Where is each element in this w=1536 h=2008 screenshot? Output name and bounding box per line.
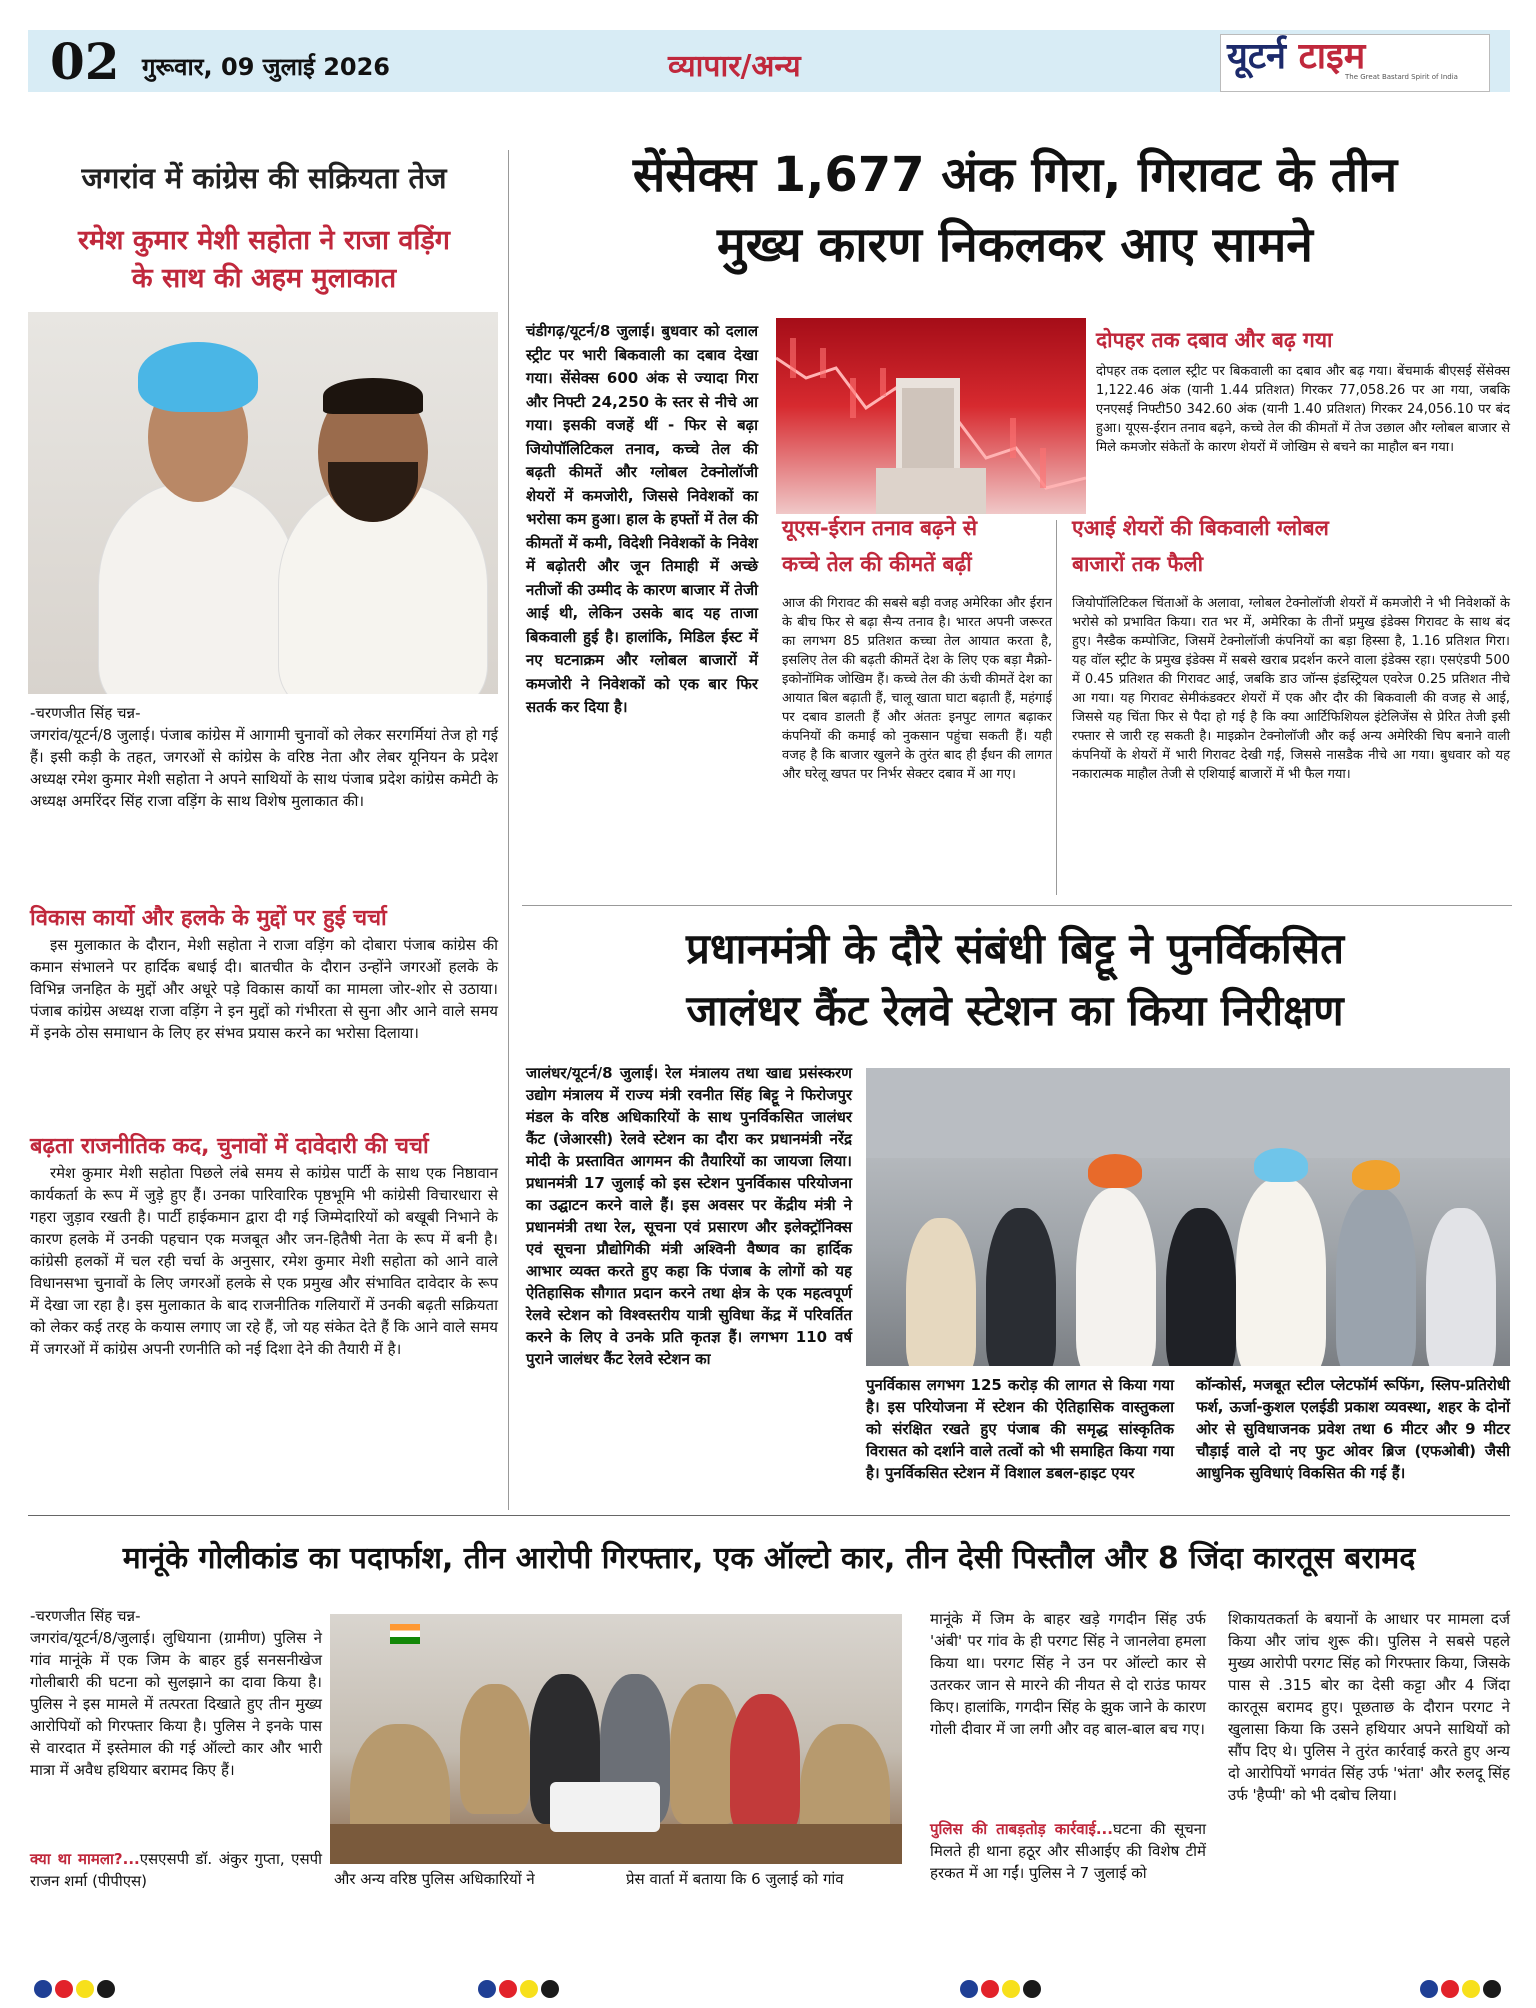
sensex-col-b-text: जियोपॉलिटिकल चिंताओं के अलावा, ग्लोबल टेक्नोलॉजी शेयरों में कमजोरी ने भी निवेशकों के भरोसे को प्रभावित किया। रात भर में, अमेरिका के तीनों प्रमुख इंडेक्स गिरावट के साथ बंद हुए। नैस्डैक कम्पोजिट, जिसमें टेक्नोलॉजी कंपनियों का बड़ा हिस्सा है, 1.16 प्रतिशत गिरा। यह वॉल स्ट्रीट के प्रमुख इंडेक्स में सबसे खराब प्रदर्शन करने वाला इंडेक्स रहा। एसएंडपी 500 में 0.45 प्रतिशत की गिरावट आई, जबकि डाउ जॉन्स इंडस्ट्रियल एवरेज 0.25 प्रतिशत नीचे आ गया। यह गिरावट सेमीकंडक्टर शेयरों में एक और दौर की बिकवाली की वजह से आई, जिससे यह चिंता फिर से पैदा हो गई है कि क्या आर्टिफिशियल इंटेलिजेंस से प्रेरित तेजी इसी रफ्तार से जारी रह सकती है। माइक्रोन टेक्नोलॉजी और कई अन्य अमेरिकी चिप बनाने वाली कंपनियों के शेयरों में भारी गिरावट देखी गई, जिससे नासडैक नीचे आ गया। बुधवार को यह नकारात्मक माहौल तेजी से एशियाई बाजारों में भी फैल गया। [1072, 596, 1510, 782]
registration-marks [478, 1980, 559, 1998]
registration-marks [960, 1980, 1041, 1998]
reg-dot-red [499, 1980, 517, 1998]
left-para-1: इस मुलाकात के दौरान, मेशी सहोता ने राजा वड़िंग को दोबारा पंजाब कांग्रेस की कमान संभालने पर हार्दिक बधाई दी। बातचीत के दौरान उन्होंने जगरओं हलके के विभिन्न जनहित के मुद्दों और अधूरे पड़े विकास कार्यो का मामला जोर-शोर से उठाया। पंजाब कांग्रेस अध्यक्ष राजा वड़िंग ने इन मुद्दों को गंभीरता से सुना और आने वाले समय में इनके ठोस समाधान के लिए हर संभव प्रयास करने का भरोसा दिलाया। [30, 936, 498, 1042]
registration-marks [34, 1980, 115, 1998]
railway-col-1: जालंधर/यूटर्न/8 जुलाई। रेल मंत्रालय तथा खाद्य प्रसंस्करण उद्योग मंत्रालय में राज्य मंत्री रवनीत सिंह बिट्टू ने फिरोजपुर मंडल के वरिष्ठ अधिकारियों के साथ पुनर्विकसित जालंधर कैंट (जेआरसी) रेलवे स्टेशन का दौरा कर प्रधानमंत्री नरेंद्र मोदी के प्रस्तावित आगमन की तैयारियों का जायजा लिया। प्रधानमंत्री 17 जुलाई को इस स्टेशन पुनर्विकास परियोजना का उद्घाटन करने वाले हैं। इस अवसर पर केंद्रीय मंत्री ने प्रधानमंत्री तथा रेल, सूचना एवं प्रसारण और इलेक्ट्रॉनिक्स एवं सूचना प्रौद्योगिकी मंत्री अश्विनी वैष्णव का हार्दिक आभार व्यक्त करते हुए कहा कि पंजाब के लोगों को यह ऐतिहासिक सौगात प्रदान करने तथा क्षेत्र के एक महत्वपूर्ण रेलवे स्टेशन को विश्वस्तरीय यात्री सुविधा केंद्र में परिवर्तित करने के लिए वे उनके प्रति कृतज्ञ हैं। लगभग 110 वर्ष पुराने जालंधर कैंट रेलवे स्टेशन का [526, 1064, 852, 1368]
column-rule [1056, 520, 1057, 895]
reg-dot-black [97, 1980, 115, 1998]
logo-tagline: The Great Bastard Spirit of India [1345, 73, 1458, 81]
reg-dot-red [55, 1980, 73, 1998]
railway-headline-line1: प्रधानमंत्री के दौरे संबंधी बिट्टू ने पुनर्विकसित [685, 924, 1345, 973]
left-para-2: रमेश कुमार मेशी सहोता पिछले लंबे समय से कांग्रेस पार्टी के साथ एक निष्ठावान कार्यकर्ता के रूप में जुड़े हुए हैं। उनका पारिवारिक पृष्ठभूमि भी कांग्रेसी विचारधारा से गहरा जुड़ाव रखती है। पार्टी हाईकमान द्वारा दी गई जिम्मेदारियों को बखूबी निभाने के कारण हलके में उनकी पहचान एक मजबूत और जन-हितैषी नेता के रूप में बनी है। कांग्रेसी हलकों में चल रही चर्चा के अनुसार, रमेश कुमार मेशी सहोता को आने वाले विधानसभा चुनावों के लिए जगरओं हलके से एक प्रमुख और संभावित दावेदार के रूप में देखा जा रहा है। इस मुलाकात के बाद राजनीतिक गलियारों में उनकी बढ़ती सक्रियता को लेकर कई तरह के कयास लगाए जा रहे हैं, जो यह संकेत देते हैं कि आने वाले समय में जगरओं में कांग्रेस अपनी रणनीति को नई दिशा देने की तैयारी में है। [30, 1164, 498, 1358]
sensex-col-a-head-line2: कच्चे तेल की कीमतें बढ़ीं [782, 552, 972, 576]
sensex-col-b-head [1072, 510, 1510, 582]
reg-dot-blue [478, 1980, 496, 1998]
registration-marks [1420, 1980, 1501, 1998]
newspaper-logo [1220, 34, 1490, 92]
left-headline-line2: के साथ की अहम मुलाकात [131, 263, 397, 294]
railway-inspection-photo [866, 1068, 1510, 1366]
bottom-col-3-tail-text: घटना की सूचना मिलते ही थाना हठूर और सीआईए की विशेष टीमें हरकत में आ गईं। पुलिस ने 7 जुलाई को [930, 1820, 1207, 1882]
left-headline-line1: रमेश कुमार मेशी सहोता ने राजा वड़िंग [77, 225, 451, 256]
bottom-col-1: जगरांव/यूटर्न/8/जुलाई। लुधियाना (ग्रामीण) पुलिस ने गांव मानूंके में एक जिम के बाहर हुई सनसनीखेज गोलीबारी की घटना को सुलझाने का दावा किया है। पुलिस ने इस मामले में तत्परता दिखाते हुए तीन मुख्य आरोपियों को गिरफ्तार किया है। पुलिस ने इनके पास से वारदात में इस्तेमाल की गई ऑल्टो कार और भारी मात्रा में अवैध हथियार बरामद किए हैं। [30, 1629, 322, 1779]
reg-dot-red [981, 1980, 999, 1998]
reg-dot-yellow [76, 1980, 94, 1998]
left-subhead-1: विकास कार्यो और हलके के मुद्दों पर हुई चर्चा [30, 906, 387, 931]
sensex-col-a-text: आज की गिरावट की सबसे बड़ी वजह अमेरिका और ईरान के बीच फिर से बढ़ा सैन्य तनाव है। भारत अपनी जरूरत का लगभग 85 प्रतिशत कच्चा तेल आयात करता है, इसलिए तेल की बढ़ती कीमतें देश के लिए एक बड़ा मैक्रो-इकोनॉमिक जोखिम हैं। कच्चे तेल की ऊंची कीमतें देश का आयात बिल बढ़ाती हैं, चालू खाता घाटा बढ़ाती हैं, महंगाई पर दबाव डालती हैं और अंततः इनपुट लागत बढ़ाकर कंपनियों की कमाई को नुकसान पहुंचा सकती हैं। यही वजह है कि बाजार खुलने के तुरंत बाद ही ईंधन की लागत और घरेलू खपत पर निर्भर सेक्टर दबाव में आ गए। [782, 596, 1052, 782]
sensex-col-b-head-line2: बाजारों तक फैली [1072, 552, 1204, 576]
page-number: 02 [50, 32, 120, 91]
bottom-col-3-tail [930, 1818, 1206, 1884]
reg-dot-black [1023, 1980, 1041, 1998]
photo-caption-right: प्रेस वार्ता में बताया कि 6 जुलाई को गांव [626, 1870, 844, 1888]
sensex-side-text: दोपहर तक दलाल स्ट्रीट पर बिकवाली का दबाव और बढ़ गया। बेंचमार्क बीएसई सेंसेक्स 1,122.46 अंक (यानी 1.44 प्रतिशत) गिरकर 77,058.26 पर आ गया, जबकि एनएसई निफ्टी50 342.60 अंक (यानी 1.40 प्रतिशत) गिरकर 24,056.10 पर बंद हुआ। यूएस-ईरान तनाव बढ़ने, कच्चे तेल की कीमतों में तेज उछाल और ग्लोबल बाजार से मिले कमजोर संकेतों के कारण शेयरों में जोखिम से बचने का माहौल बन गया। [1096, 364, 1510, 455]
issue-date: गुरूवार, 09 जुलाई 2026 [142, 53, 390, 81]
stock-market-photo [776, 318, 1086, 514]
bottom-col-3-subhead: पुलिस की ताबड़तोड़ कार्रवाई... [930, 1820, 1113, 1838]
bottom-byline: -चरणजीत सिंह चन्न- [30, 1607, 141, 1625]
left-intro: जगरांव/यूटर्न/8 जुलाई। पंजाब कांग्रेस में आगामी चुनावों को लेकर सरगर्मियां तेज हो गई हैं। इसी कड़ी के तहत, जगरओं से कांग्रेस के वरिष्ठ नेता और लेबर यूनियन के प्रदेश अध्यक्ष रमेश कुमार मेशी सहोता ने अपने साथियों के साथ पंजाब प्रदेश कांग्रेस कमेटी के अध्यक्ष अमरिंदर सिंह राजा वड़िंग के साथ विशेष मुलाकात की। [30, 726, 498, 810]
photo-caption-left: और अन्य वरिष्ठ पुलिस अधिकारियों ने [334, 1870, 535, 1888]
bottom-col-3: मानूंके में जिम के बाहर खड़े गगदीन सिंह उर्फ 'अंबी' पर गांव के ही परगट सिंह ने जानलेवा हमला किया था। परगट सिंह ने उन पर ऑल्टो कार से उतरकर जान से मारने की नीयत से दो राउंड फायर किए। हालांकि, गगदीन सिंह के झुक जाने के कारण गोली दीवार में जा लगी और वह बाल-बाल बच गए। [930, 1610, 1206, 1738]
bottom-col-1-tail-text: एसएसपी डॉ. अंकुर गुप्ता, एसपी राजन शर्मा (पीपीएस) [30, 1850, 322, 1890]
reg-dot-yellow [520, 1980, 538, 1998]
falling-chart-graphic [776, 318, 1086, 514]
sensex-headline [520, 140, 1510, 280]
left-byline: -चरणजीत सिंह चन्न- [30, 704, 141, 722]
sensex-headline-line1: सेंसेक्स 1,677 अंक गिरा, गिरावट के तीन [632, 147, 1398, 203]
bottom-headline: मानूंके गोलीकांड का पदार्फाश, तीन आरोपी गिरफ्तार, एक ऑल्टो कार, तीन देसी पिस्तौल और 8 जिंदा कारतूस बरामद [122, 1541, 1416, 1576]
left-subhead-2: बढ़ता राजनीतिक कद, चुनावों में दावेदारी की चर्चा [30, 1134, 429, 1159]
bottom-col-4: शिकायतकर्ता के बयानों के आधार पर मामला दर्ज किया और जांच शुरू की। पुलिस ने सबसे पहले मुख्य आरोपी परगट सिंह को गिरफ्तार किया, जिसके पास से .315 बोर का देसी कट्टा और 4 जिंदा कारतूस बरामद हुए। पूछताछ के दौरान परगट ने खुलासा किया कि उसने हथियार अपने साथियों को सौंप दिए थे। पुलिस ने तुरंत कार्रवाई करते हुए अन्य दो आरोपियों भगवंत सिंह उर्फ 'भंता' और रुलदू सिंह उर्फ 'हैप्पी' को भी दबोच लिया। [1228, 1610, 1510, 1804]
railway-col-3: कॉन्कोर्स, मजबूत स्टील प्लेटफॉर्म रूफिंग, स्लिप-प्रतिरोधी फर्श, ऊर्जा-कुशल एलईडी प्रकाश व्यवस्था, शहर के दोनों ओर से सुविधाजनक प्रवेश तथा 6 मीटर और 9 मीटर चौड़ाई वाले दो नए फुट ओवर ब्रिज (एफओबी) जैसी आधुनिक सुविधाएं विकसित की गई हैं। [1196, 1376, 1510, 1482]
sensex-col-a-head-line1: यूएस-ईरान तनाव बढ़ने से [782, 516, 978, 540]
reg-dot-black [1483, 1980, 1501, 1998]
section-rule [522, 905, 1512, 906]
left-kicker: जगरांव में कांग्रेस की सक्रियता तेज [81, 161, 447, 195]
sensex-lead: चंडीगढ़/यूटर्न/8 जुलाई। बुधवार को दलाल स्ट्रीट पर भारी बिकवाली का दबाव देखा गया। सेंसेक्स 600 अंक से ज्यादा गिरा और निफ्टी 24,250 के स्तर से नीचे आ गया। इसकी वजहें थीं - फिर से बढ़ा जियोपॉलिटिकल तनाव, कच्चे तेल की बढ़ती कीमतें और ग्लोबल टेक्नोलॉजी शेयरों में कमजोरी, जिससे निवेशकों का भरोसा कम हुआ। हाल के हफ्तों में तेल की कीमतों में कमी, विदेशी निवेशकों के निवेश में बढ़ोतरी और जून तिमाही में अच्छे नतीजों की उम्मीद के कारण बाजार में तेजी आई थी, लेकिन उसके बाद यह ताजा बिकवाली हुई है। हालांकि, मिडिल ईस्ट में नए घटनाक्रम और ग्लोबल बाजारों में कमजोरी ने निवेशकों को एक बार फिर सतर्क कर दिया है। [526, 322, 758, 716]
section-rule [28, 1515, 1510, 1516]
sensex-headline-line2: मुख्य कारण निकलकर आए सामने [717, 217, 1313, 273]
sensex-col-b-head-line1: एआई शेयरों की बिकवाली ग्लोबल [1072, 516, 1329, 540]
police-press-photo [330, 1614, 902, 1864]
reg-dot-black [541, 1980, 559, 1998]
bottom-col-1-tail [30, 1848, 322, 1892]
reg-dot-blue [960, 1980, 978, 1998]
section-label: व्यापार/अन्य [668, 49, 801, 84]
reg-dot-yellow [1002, 1980, 1020, 1998]
column-rule [508, 150, 509, 1510]
reg-dot-yellow [1462, 1980, 1480, 1998]
sensex-side-head: दोपहर तक दबाव और बढ़ गया [1096, 328, 1333, 352]
left-headline [30, 222, 498, 298]
logo-word-2: टाइम [1298, 36, 1366, 77]
logo-word-1: यूटर्न [1227, 36, 1287, 77]
reg-dot-blue [1420, 1980, 1438, 1998]
reg-dot-blue [34, 1980, 52, 1998]
railway-headline-line2: जालंधर कैंट रेलवे स्टेशन का किया निरीक्षण [686, 986, 1344, 1035]
reg-dot-red [1441, 1980, 1459, 1998]
sensex-col-a-head [782, 510, 1052, 582]
bottom-col-1-subhead: क्या था मामला?... [30, 1850, 140, 1868]
railway-col-2: पुनर्विकास लगभग 125 करोड़ की लागत से किया गया है। इस परियोजना में स्टेशन की ऐतिहासिक वास्तुकला को संरक्षित रखते हुए पंजाब की समृद्ध सांस्कृतिक विरासत को दर्शाने वाले तत्वों को भी समाहित किया गया है। पुनर्विकसित स्टेशन में विशाल डबल-हाइट एयर [866, 1376, 1174, 1482]
railway-headline [520, 918, 1510, 1042]
congress-leaders-photo [28, 312, 498, 694]
